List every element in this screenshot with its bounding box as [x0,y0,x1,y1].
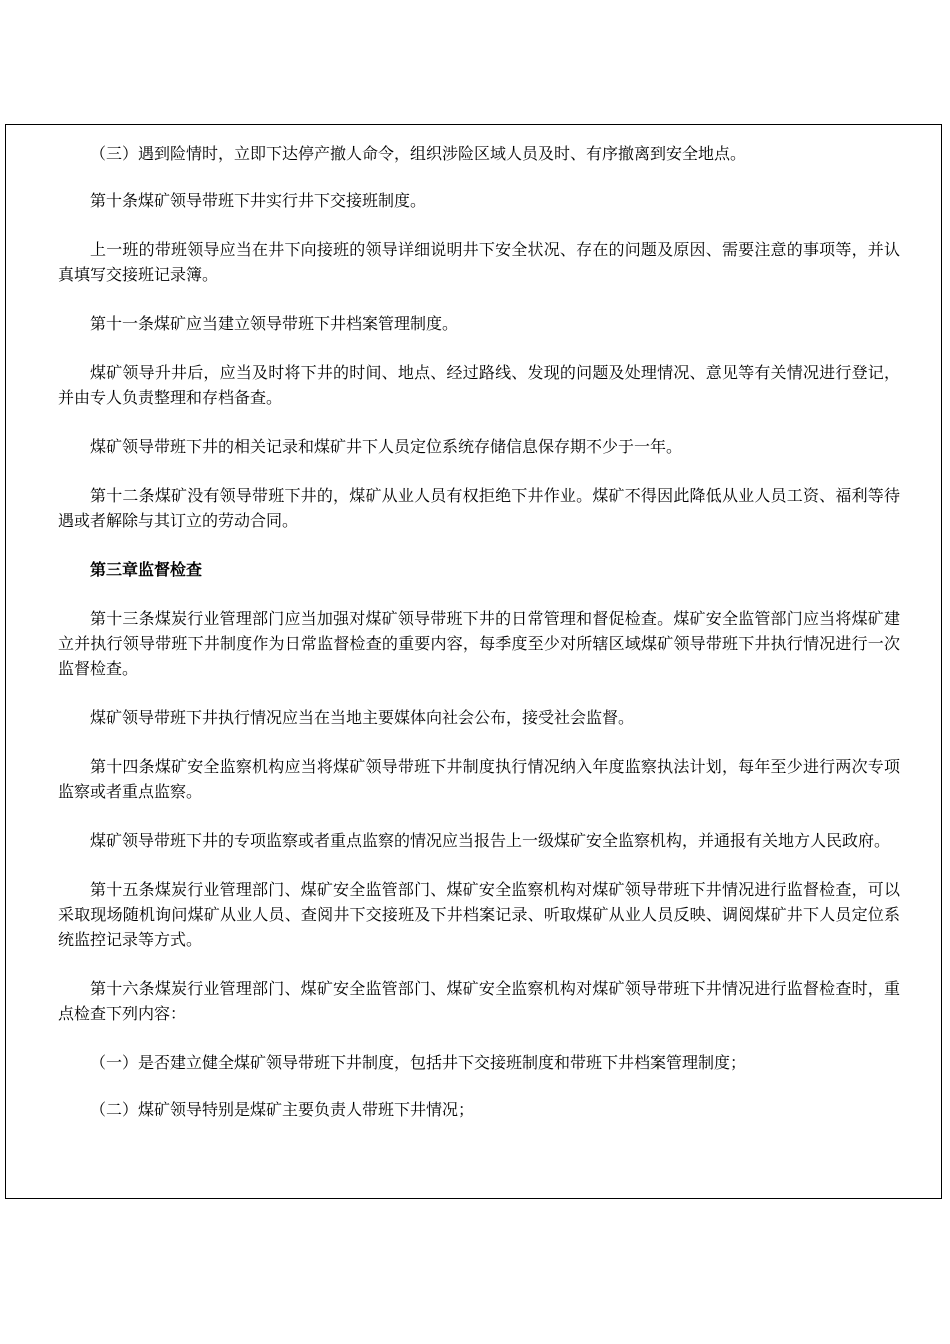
paragraph-registration: 煤矿领导升井后，应当及时将下井的时间、地点、经过路线、发现的问题及处理情况、意见等有关情况进行登记，并由专人负责整理和存档备查。 [58,363,900,407]
paragraph-public-disclosure: 煤矿领导带班下井执行情况应当在当地主要媒体向社会公布，接受社会监督。 [90,708,635,727]
article-14: 第十四条煤矿安全监察机构应当将煤矿领导带班下井制度执行情况纳入年度监察执法计划，每年至少进行两次专项监察或者重点监察。 [58,757,900,801]
document-frame [5,124,942,1199]
list-item-2: （二）煤矿领导特别是煤矿主要负责人带班下井情况； [90,1100,475,1119]
article-10: 第十条煤矿领导带班下井实行井下交接班制度。 [90,191,427,210]
chapter-3-heading: 第三章监督检查 [90,560,203,579]
document-body [58,141,900,1122]
paragraph-record-retention: 煤矿领导带班下井的相关记录和煤矿井下人员定位系统存储信息保存期不少于一年。 [90,437,683,456]
paragraph-shift-handover: 上一班的带班领导应当在井下向接班的领导详细说明井下安全状况、存在的问题及原因、需要注意的事项等，并认真填写交接班记录簿。 [58,240,900,284]
paragraph-emergency-evacuation: （三）遇到险情时，立即下达停产撤人命令，组织涉险区域人员及时、有序撤离到安全地点。 [90,144,747,163]
article-16: 第十六条煤炭行业管理部门、煤矿安全监管部门、煤矿安全监察机构对煤矿领导带班下井情况进行监督检查时，重点检查下列内容： [58,979,900,1023]
list-item-1: （一）是否建立健全煤矿领导带班下井制度，包括井下交接班制度和带班下井档案管理制度； [90,1053,747,1072]
paragraph-report-supervision: 煤矿领导带班下井的专项监察或者重点监察的情况应当报告上一级煤矿安全监察机构，并通报有关地方人民政府。 [90,831,891,850]
article-15: 第十五条煤炭行业管理部门、煤矿安全监管部门、煤矿安全监察机构对煤矿领导带班下井情况进行监督检查，可以采取现场随机询问煤矿从业人员、查阅井下交接班及下井档案记录、听取煤矿从业人员反映、调阅煤矿井下人员定位系统监控记录等方式。 [58,880,900,949]
article-13: 第十三条煤炭行业管理部门应当加强对煤矿领导带班下井的日常管理和督促检查。煤矿安全监管部门应当将煤矿建立并执行领导带班下井制度作为日常监督检查的重要内容，每季度至少对所辖区域煤矿领导带班下井执行情况进行一次监督检查。 [58,609,900,678]
article-11: 第十一条煤矿应当建立领导带班下井档案管理制度。 [90,314,459,333]
article-12: 第十二条煤矿没有领导带班下井的，煤矿从业人员有权拒绝下井作业。煤矿不得因此降低从业人员工资、福利等待遇或者解除与其订立的劳动合同。 [58,486,900,530]
